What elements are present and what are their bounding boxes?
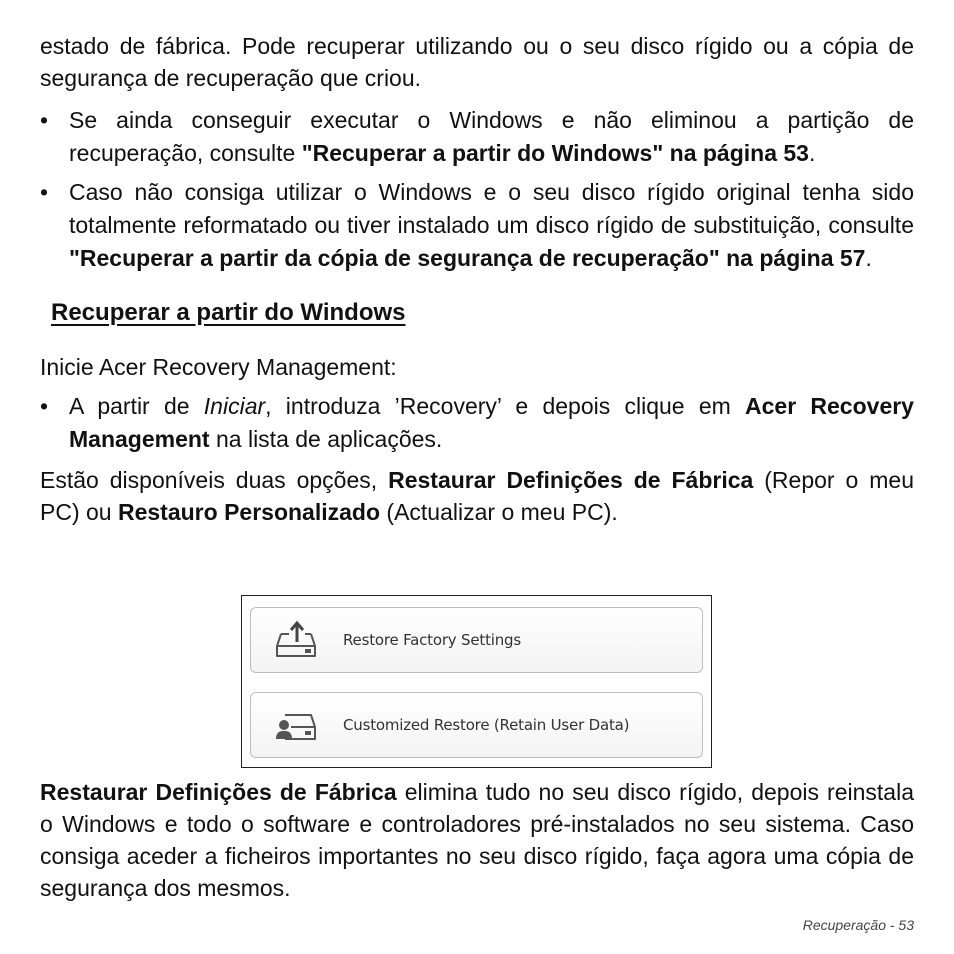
factory-reset-description <box>40 776 914 904</box>
drive-upload-icon <box>251 620 343 660</box>
list-item: • Caso não consiga utilizar o Windows e o seu disco rígido original tenha sido totalmente reformatado ou tiver instalado um disco rígido de substituição, consulte "Recuperar a partir da cópia de segurança de recuperação" na página 57. <box>40 176 914 275</box>
start-instruction: Inicie Acer Recovery Management: <box>40 354 397 380</box>
recovery-options-list <box>40 104 914 275</box>
page-footer: Recuperação - 53 <box>802 917 914 933</box>
list-item: • Se ainda conseguir executar o Windows e não eliminou a partição de recuperação, consulte "Recuperar a partir do Windows" na página 53. <box>40 104 914 170</box>
drive-user-icon <box>251 705 343 745</box>
recovery-options-screenshot <box>241 595 712 768</box>
page-content <box>40 30 914 528</box>
option-label: Customized Restore (Retain User Data) <box>343 716 630 734</box>
cross-reference-link[interactable]: "Recuperar a partir do Windows" na página 53 <box>301 140 809 166</box>
options-paragraph: Estão disponíveis duas opções, Restaurar Definições de Fábrica (Repor o meu PC) ou Restauro Personalizado (Actualizar o meu PC). <box>40 467 914 525</box>
factory-reset-paragraph: Restaurar Definições de Fábrica elimina tudo no seu disco rígido, depois reinstala o Windows e todo o software e controladores pré-instalados no seu sistema. Caso consiga aceder a ficheiros importantes no seu disco rígido, faça agora uma cópia de segurança dos mesmos. <box>40 779 914 901</box>
section-heading: Recuperar a partir do Windows <box>51 299 406 326</box>
customized-restore-button[interactable] <box>250 692 703 758</box>
steps-list <box>40 390 914 456</box>
cross-reference-link[interactable]: "Recuperar a partir da cópia de segurança de recuperação" na página 57 <box>69 245 866 271</box>
restore-factory-settings-button[interactable] <box>250 607 703 673</box>
intro-paragraph: estado de fábrica. Pode recuperar utilizando ou o seu disco rígido ou a cópia de segurança de recuperação que criou. <box>40 33 914 91</box>
list-item: • A partir de Iniciar, introduza ’Recovery’ e depois clique em Acer Recovery Management na lista de aplicações. <box>40 390 914 456</box>
option-label: Restore Factory Settings <box>343 631 521 649</box>
